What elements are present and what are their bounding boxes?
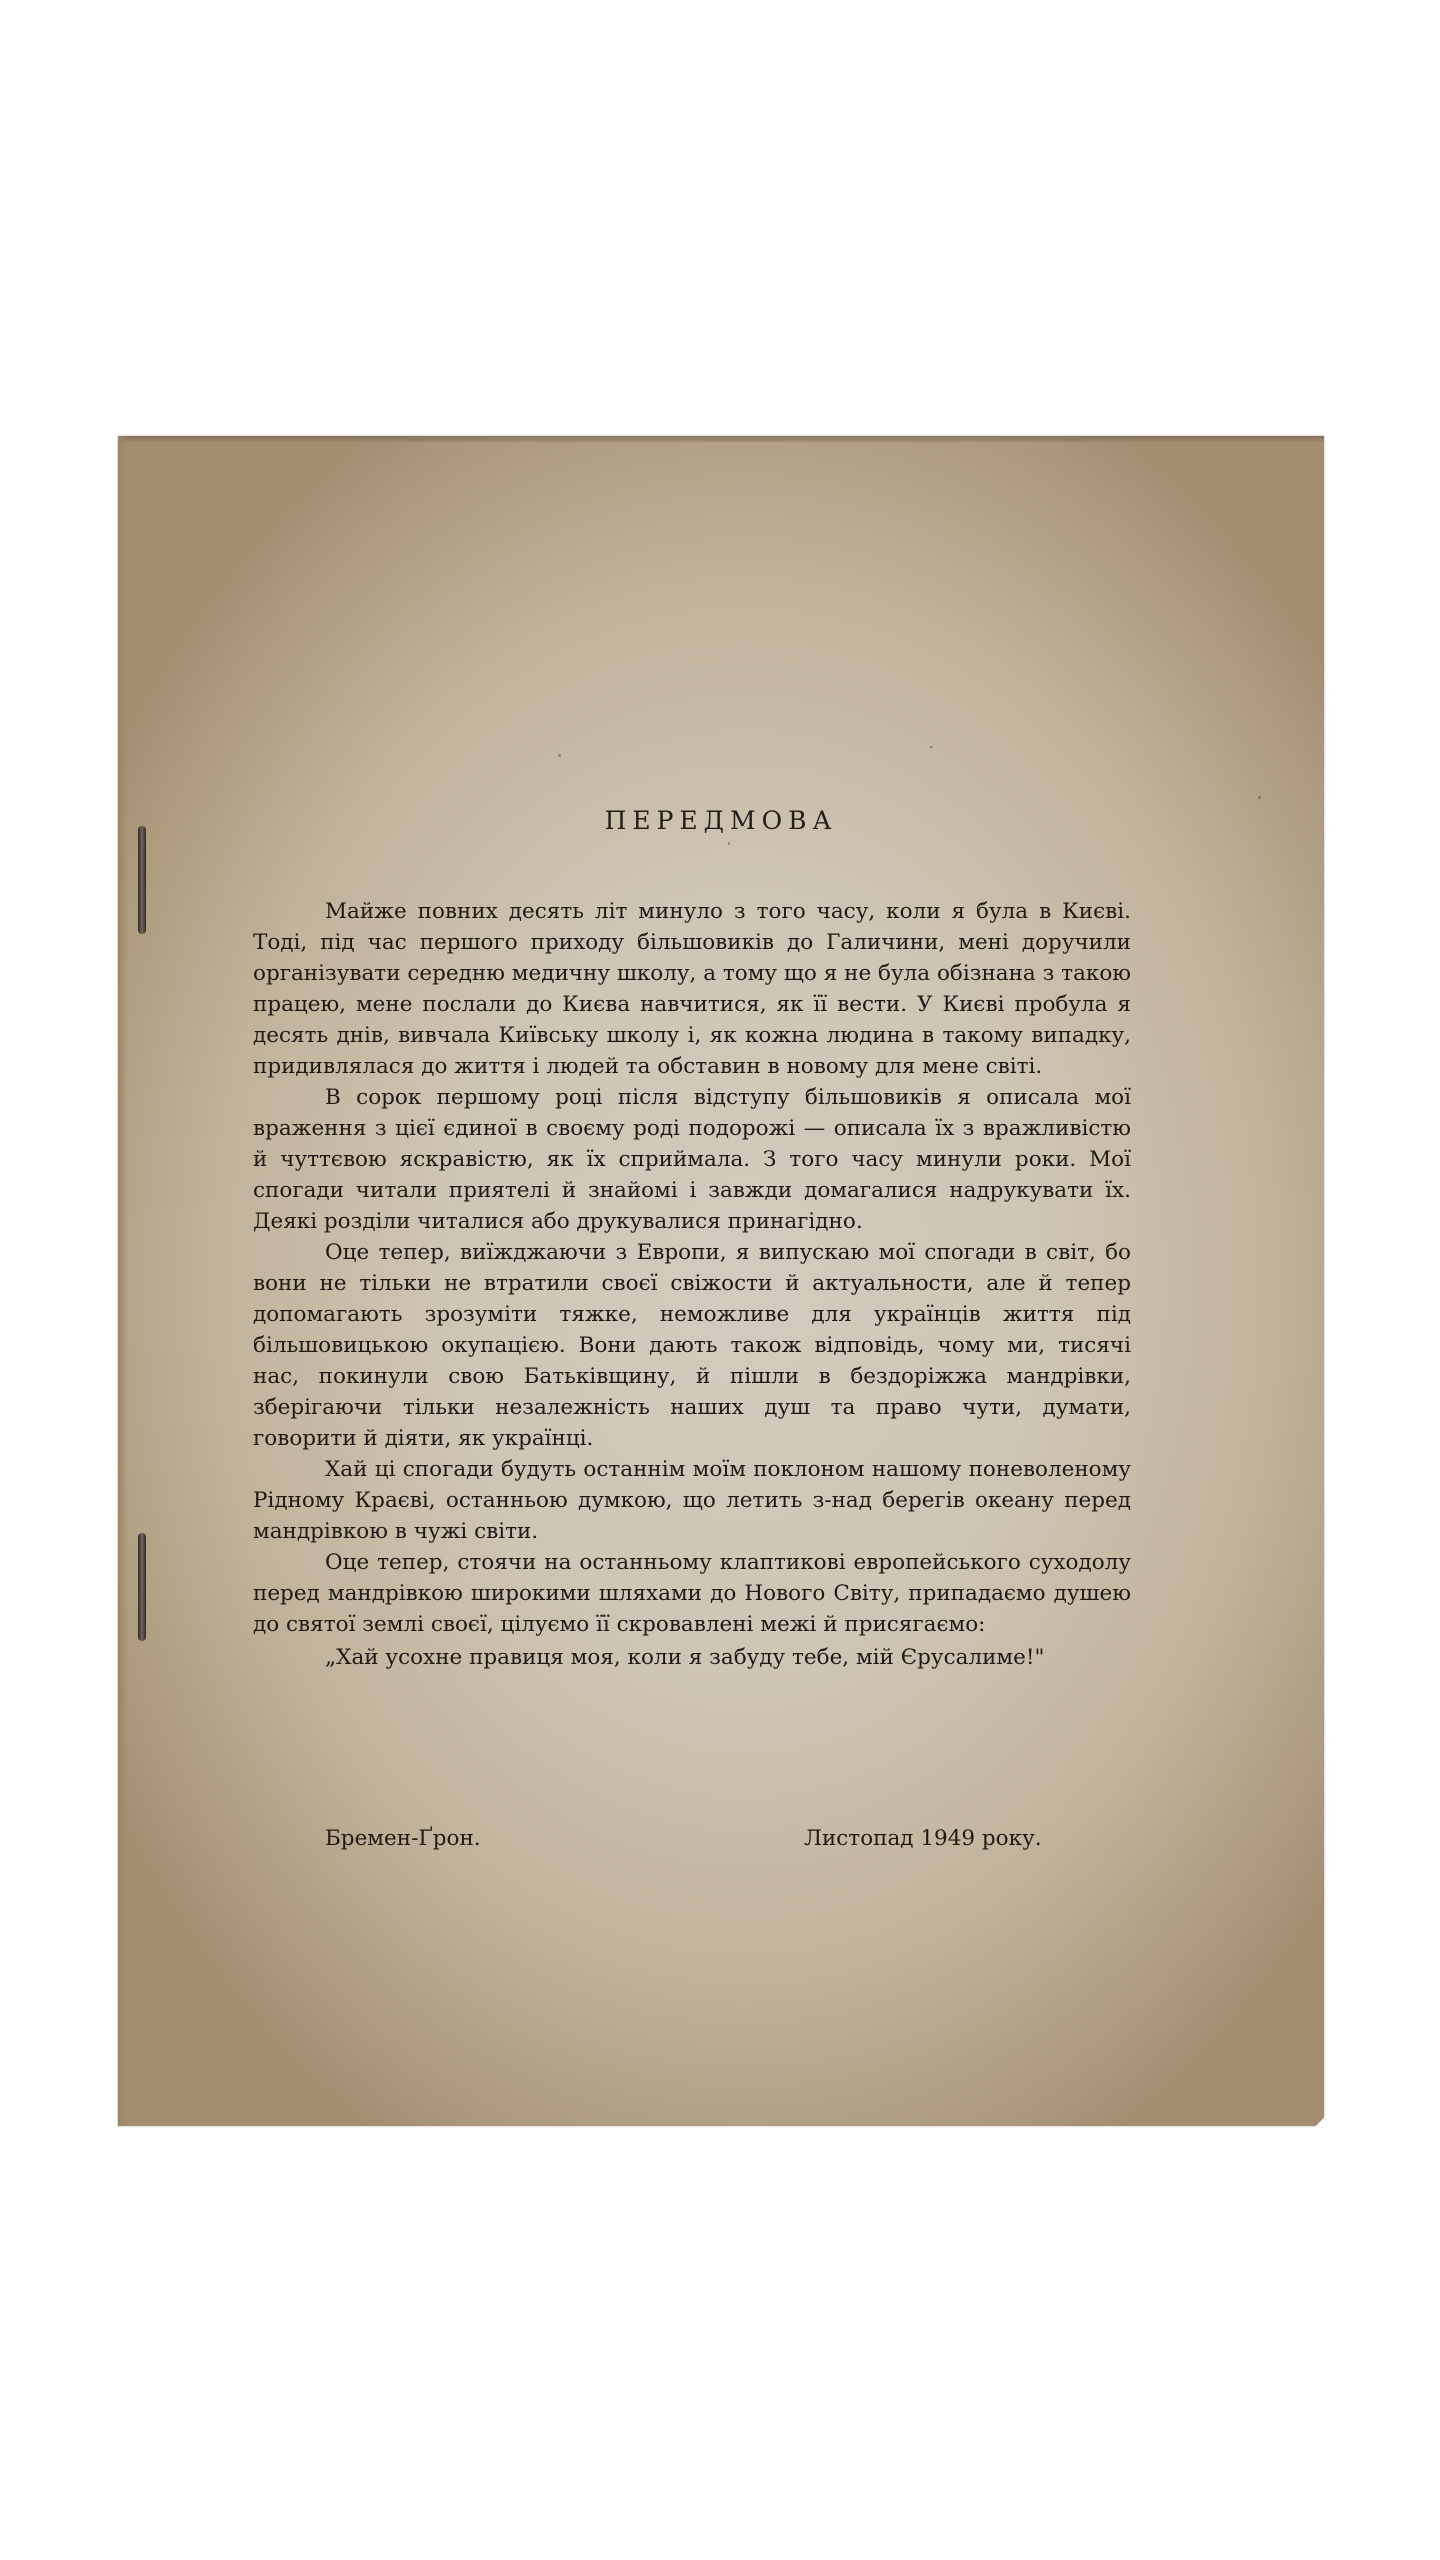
paper-speck xyxy=(728,842,730,845)
paper-speck xyxy=(558,754,561,757)
preface-body xyxy=(253,896,1131,1673)
booklet-page xyxy=(118,436,1324,2126)
signature-place: Бремен-Ґрон. xyxy=(325,1826,481,1851)
paragraph-5: Оце тепер, стоячи на останньому клаптикові европейського суходолу перед мандрівкою широкими шляхами до Нового Світу, припадаємо душею до святої землі своєї, цілуємо її скровавлені межі й присягаємо: xyxy=(253,1550,1131,1637)
paragraph-4: Хай ці спогади будуть останнім моїм поклоном нашому поневоленому Рідному Краєві, останньою думкою, що летить з-над берегів океану перед мандрівкою в чужі світи. xyxy=(253,1457,1131,1544)
paper-speck xyxy=(930,746,933,748)
paragraph-3: Оце тепер, виїжджаючи з Европи, я випускаю мої спогади в світ, бо вони не тільки не втратили своєї свіжости й актуальности, але й тепер допомагають зрозуміти тяжке, неможливе для українців життя під більшовицькою окупацією. Вони дають також відповідь, чому ми, тисячі нас, покинули свою Батьківщину, й пішли в бездоріжжа мандрівки, зберігаючи тільки незалежність наших душ та право чути, думати, говорити й діяти, як українці. xyxy=(253,1240,1131,1451)
closing-quote: „Хай усохне правиця моя, коли я забуду тебе, мій Єрусалиме!" xyxy=(325,1645,1045,1670)
staple-top xyxy=(138,826,146,934)
paragraph-2: В сорок першому році після відступу більшовиків я описала мої враження з цієї єдиної в своєму роді подорожі — описала їх з вражливістю й чуттєвою яскравістю, як їх сприймала. З того часу минули роки. Мої спогади читали приятелі й знайомі і завжди домагалися надрукувати їх. Деякі розділи читалися або друкувалися принагідно. xyxy=(253,1085,1131,1234)
paragraph-1: Майже повних десять літ минуло з того часу, коли я була в Києві. Тоді, під час першого приходу більшовиків до Галичини, мені доручили організувати середню медичну школу, а тому що я не була обізнана з такою працею, мене послали до Києва навчитися, як її вести. У Києві пробула я десять днів, вивчала Київську школу і, як кожна людина в такому випадку, придивлялася до життя і людей та обставин в новому для мене світі. xyxy=(253,899,1131,1079)
paper-speck xyxy=(1258,796,1261,799)
page-title: ПЕРЕДМОВА xyxy=(604,806,838,835)
page-corner xyxy=(1315,2117,1325,2127)
staple-bottom xyxy=(138,1533,146,1641)
signature-date: Листопад 1949 року. xyxy=(804,1826,1042,1851)
